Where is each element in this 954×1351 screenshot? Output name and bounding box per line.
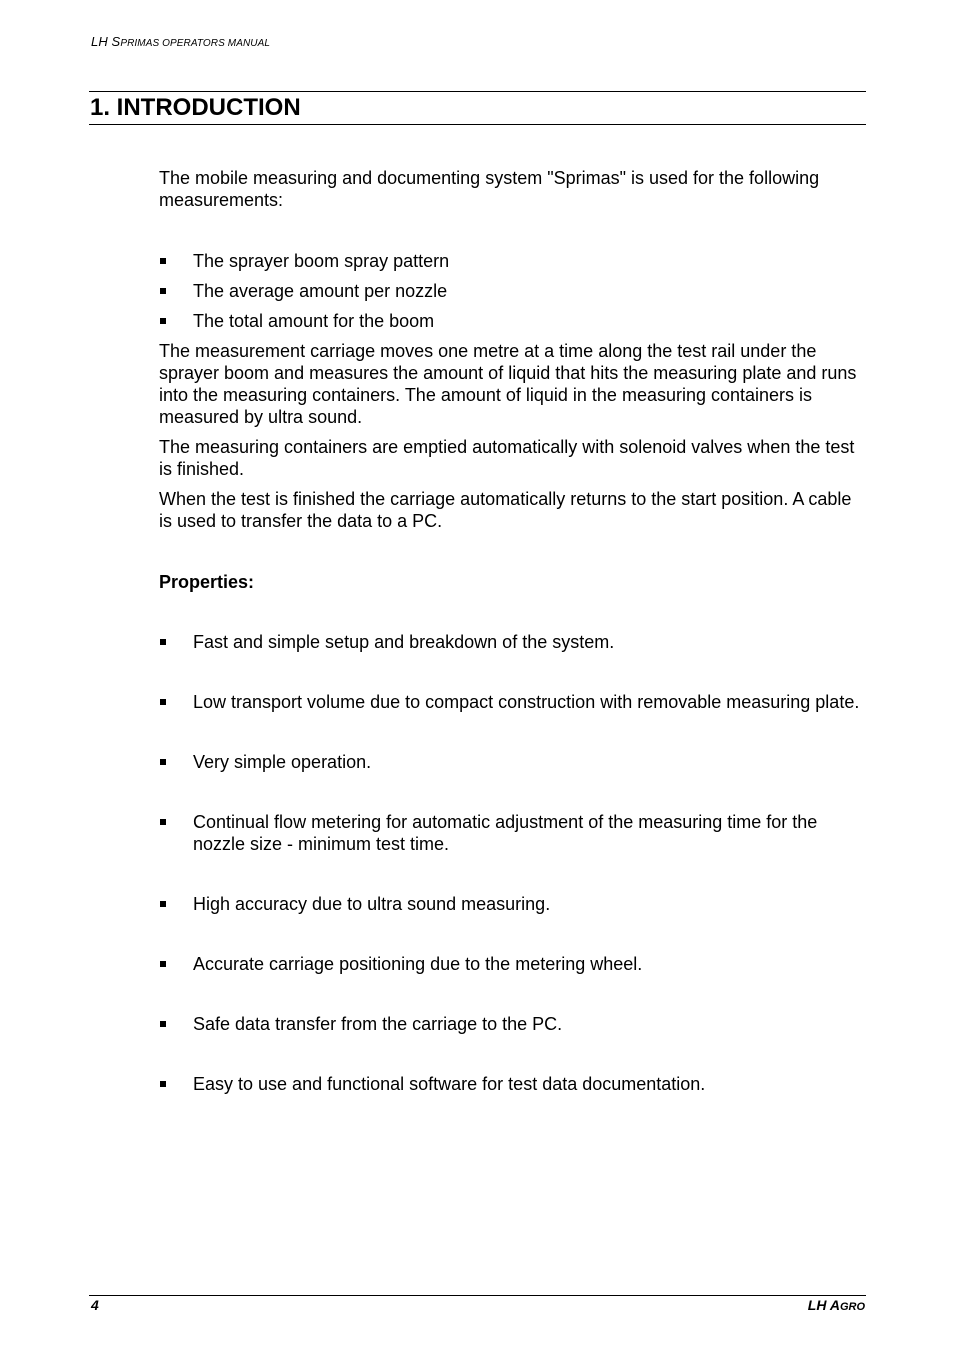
square-bullet-icon (160, 759, 166, 765)
intro-paragraph: The mobile measuring and documenting system "Sprimas" is used for the following measurements: (159, 168, 820, 210)
square-bullet-icon (160, 699, 166, 705)
body-paragraph: When the test is finished the carriage automatically returns to the start position. A cable is used to transfer the data to a PC. (159, 489, 852, 531)
list-item (159, 250, 869, 272)
running-header-prefix: LH S (91, 34, 121, 49)
page-number: 4 (91, 1297, 99, 1313)
list-item (159, 310, 869, 332)
list-item (159, 751, 869, 773)
square-bullet-icon (160, 258, 166, 264)
list-item-text: Accurate carriage positioning due to the metering wheel. (193, 954, 643, 974)
square-bullet-icon (160, 639, 166, 645)
list-item (159, 691, 869, 713)
list-item-text: Fast and simple setup and breakdown of the system. (193, 632, 615, 652)
list-item (159, 631, 869, 653)
list-item (159, 811, 869, 855)
properties-list (159, 631, 869, 1095)
running-header-rest: PRIMAS OPERATORS MANUAL (120, 38, 271, 49)
square-bullet-icon (160, 1021, 166, 1027)
footer-brand (808, 1297, 865, 1313)
list-item-text: The average amount per nozzle (193, 281, 448, 301)
running-header (91, 34, 270, 49)
square-bullet-icon (160, 961, 166, 967)
list-item-text: Very simple operation. (193, 752, 372, 772)
list-item-text: Safe data transfer from the carriage to the PC. (193, 1014, 563, 1034)
list-item-text: Easy to use and functional software for test data documentation. (193, 1074, 706, 1094)
chapter-title: 1. INTRODUCTION (90, 94, 301, 121)
body-paragraph: The measurement carriage moves one metre at a time along the test rail under the sprayer boom and measures the amount of liquid that hits the measuring plate and runs into the measuring containers. The amount of liquid in the measuring containers is measured by ultra sound. (159, 341, 857, 427)
square-bullet-icon (160, 819, 166, 825)
list-item-text: The sprayer boom spray pattern (193, 251, 450, 271)
list-item-text: The total amount for the boom (193, 311, 435, 331)
measurements-list (159, 250, 869, 332)
footer-brand-prefix: LH A (807, 1297, 840, 1313)
chapter-bottom-rule (89, 124, 866, 125)
list-item (159, 280, 869, 302)
list-item-text: High accuracy due to ultra sound measuring. (193, 894, 551, 914)
body-paragraph: The measuring containers are emptied automatically with solenoid valves when the test is finished. (159, 437, 855, 479)
square-bullet-icon (160, 318, 166, 324)
footer-rule (89, 1295, 866, 1296)
page-content (159, 167, 869, 1133)
list-item (159, 1073, 869, 1095)
square-bullet-icon (160, 1081, 166, 1087)
square-bullet-icon (160, 288, 166, 294)
footer-brand-rest: GRO (839, 1301, 865, 1313)
list-item (159, 893, 869, 915)
list-item (159, 1013, 869, 1035)
list-item-text: Low transport volume due to compact construction with removable measuring plate. (193, 692, 860, 712)
list-item (159, 953, 869, 975)
square-bullet-icon (160, 901, 166, 907)
properties-heading: Properties: (159, 572, 255, 592)
list-item-text: Continual flow metering for automatic adjustment of the measuring time for the nozzle size - minimum test time. (193, 812, 818, 854)
